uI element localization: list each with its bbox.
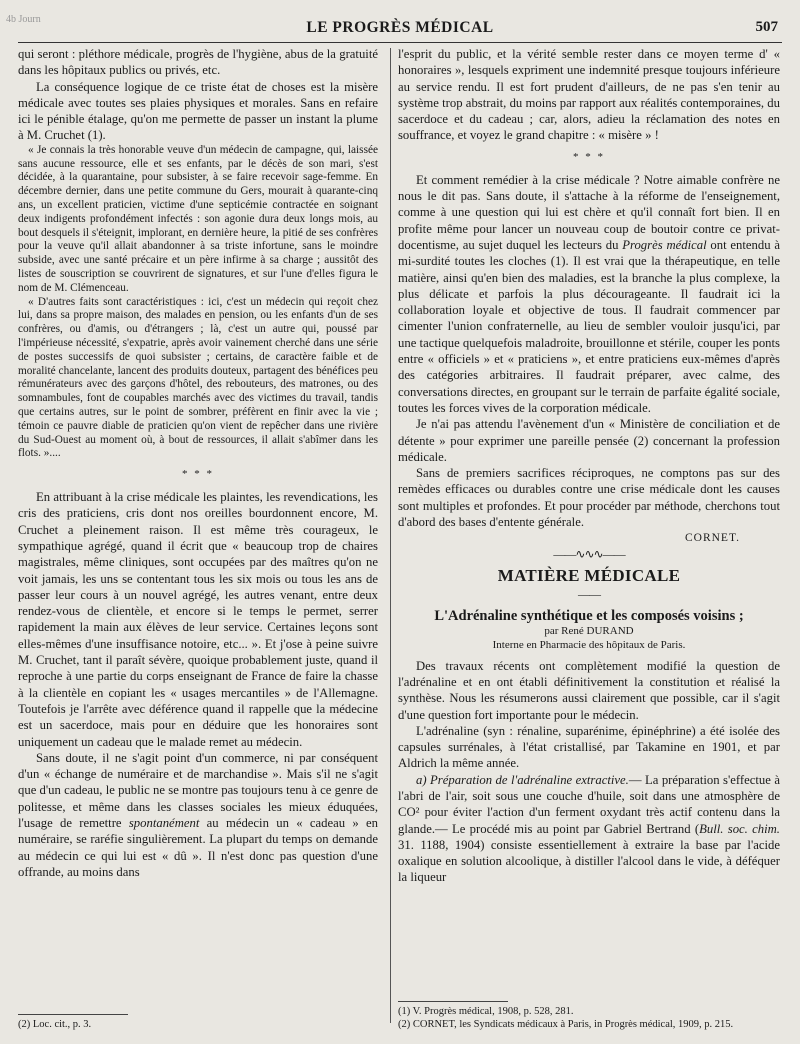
text-run: ont entendu à mi-surdité toutes les cloches (1). Il est vrai que la thérapeutique, en telle matière, ainsi qu'en bien des maladies, est la branche la plus complexe, la plus délicate et parfois la plus décourageante. Il faudrait ici la collaboration loyale et objective de tous. Il faudrait commencer par cimenter l'union confraternelle, au lieu de sembler vouloir jusqu'ici, par une tactique quelquefois maladroite, brouillonne et stérile, couper les ponts entre « officiels » et « praticiens », et entre praticiens eux-mêmes d'après des catégories arbitraires. Il faudrait préparer, avec calme, des conversations directes, en groupant sur le terrain de parfaite égalité sociale, toutes les forces vives de la corporation médicale. bbox=[398, 237, 780, 415]
footnote: (2) CORNET, les Syndicats médicaux à Paris, in Progrès médical, 1909, p. 215. bbox=[398, 1018, 734, 1030]
paragraph bbox=[18, 750, 378, 880]
paragraph: En attribuant à la crise médicale les plaintes, les revendications, les cris des praticiens, cris dont nos oreilles bourdonnent encore, M. Cruchet a pleinement raison. Il est même très courageux, le sympathique agrégé, quand il écrit que « beaucoup trop de chaires magistrales, même cliniques, sont occupées par des maîtres qu'on ne voit jamais, les uns se contentant tous les six mois ou tous les ans de passer leur cours à un nouvel agrégé, les autres venant, entre deux rendez-vous de clientèle, et encore si le temps le permet, serrer rapidement la main aux élèves de leur service. Certaines leçons sont elles-mêmes d'une insuffisance notoire, etc... ». Et j'ose à peine suivre M. Cruchet, tant il paraît sévère, quoique probablement juste, quand il reproche à une partie du corps enseignant de France de faire la chasse à la clientèle en copiant les « usages mercantiles » de l'Allemagne. Toutefois je l'arrête avec déférence quand il rappelle que la médecine est un sacerdoce, mais pour en déduire que les honoraires sont uniquement un cadeau que le malade remet au médecin. bbox=[18, 490, 378, 749]
text-run: 31. 1188, 1904) consiste essentiellement à extraire la base par l'acide oxalique en solution alcoolique, à distiller l'alcool dans le vide, à déféquer la liqueur bbox=[398, 837, 780, 885]
running-header bbox=[0, 14, 800, 40]
footnotes bbox=[18, 1008, 378, 1032]
emphasis: Progrès médical bbox=[622, 237, 707, 252]
section-break-stars: * * * bbox=[573, 150, 605, 163]
column-separator bbox=[390, 48, 391, 1023]
left-column bbox=[18, 46, 378, 1031]
article-title: L'Adrénaline synthétique et les composés voisins ; bbox=[434, 607, 744, 624]
footnote-rule bbox=[18, 1014, 128, 1015]
emphasis: Bull. soc. chim. bbox=[699, 821, 780, 836]
paragraph: Des travaux récents ont complètement modifié la question de l'adrénaline et en ont établi définitivement la constitution et réalisé la synthèse. Nous les résumerons aussi clairement que possible, car il s'agit d'une question fort importante pour le médecin. bbox=[398, 658, 780, 722]
author-signature: CORNET. bbox=[684, 532, 740, 545]
ornament-rule: ——∿∿∿—— bbox=[553, 546, 625, 561]
author-affiliation: Interne en Pharmacie des hôpitaux de Paris. bbox=[492, 638, 686, 651]
paragraph bbox=[398, 172, 780, 416]
page-number: 507 bbox=[755, 19, 778, 35]
text-run: Et comment remédier à la crise médicale ? Notre aimable confrère ne nous le dit pas. Sans doute, il s'attache à la réforme de l'enseignement, comme à une question qui lui est chère et qu'il connaît fort bien. Il en profite même pour lancer un nouveau coup de boutoir contre ce privat-docentisme, au sujet duquel les lecteurs du bbox=[398, 172, 780, 252]
section-break-stars: * * * bbox=[182, 468, 214, 481]
paragraph bbox=[398, 772, 780, 886]
right-column bbox=[398, 46, 780, 1031]
footnote: (1) V. Progrès médical, 1908, p. 528, 281. bbox=[398, 1006, 574, 1017]
article-byline: par René DURAND bbox=[544, 624, 634, 637]
footnotes bbox=[398, 995, 780, 1031]
corner-mark: 4b Journ bbox=[6, 14, 41, 25]
text-run: Sans doute, il ne s'agit point d'un commerce, ni par conséquent d'un « échange de numéraire et de marchandise ». Mais s'il ne s'agit que d'un cadeau, le public ne se montre pas toujours tenu à ce genre de politesse, et même dans les classes sociales les mieux éduquées, l'usage de remettre bbox=[18, 750, 378, 831]
text-run: au médecin un « cadeau » en numéraire, se raréfie singulièrement. La plupart du temps on demande au médecin ce qui lui est « dû ». Il n'est donc pas question d'une offrande, au moins dans bbox=[18, 816, 378, 879]
paragraph: qui seront : pléthore médicale, progrès de l'hygiène, abus de la gratuité dans les hôpitaux publics ou privés, etc. bbox=[18, 47, 378, 78]
subsection-heading: a) Préparation de l'adrénaline extractive. bbox=[416, 772, 629, 787]
paragraph: Je n'ai pas attendu l'avènement d'un « Ministère de conciliation et de détente » pour exprimer une pareille pensée (2) concernant la profession médicale. bbox=[398, 417, 780, 464]
journal-title: LE PROGRÈS MÉDICAL bbox=[306, 19, 494, 36]
quote-paragraph: « Je connais la très honorable veuve d'un médecin de campagne, qui, laissée sans aucune ressource, elle et ses enfants, par le décès de son mari, s'est décidée, à la quarantaine, pour subsister, à se faire recevoir sage-femme. En décembre dernier, dans une petite commune du Gers, mourait à quarante-cinq ans, un excellent praticien, victime d'une septicémie contractée en soignant deux indigents profondément infectés : son agonie dura deux longs mois, au bout desquels il s'éteignit, implorant, en dernière heure, la pitié de ses confrères pour la veuve qu'il allait abandonner à sa triste infortune, sans le moindre subside, avec une santé précaire et un père infirme à sa charge ; aussitôt des listes de souscription se couvrirent de signatures, et sur l'une d'elles figura le nom de M. Clémenceau. bbox=[18, 143, 378, 294]
paragraph: L'adrénaline (syn : rénaline, suparénime, épinéphrine) a été isolée des capsules surrénales, à l'état cristallisé, par Takamine en 1901, et par Aldrich la même année. bbox=[398, 723, 780, 771]
header-rule bbox=[18, 42, 782, 43]
emphasis: spontanément bbox=[128, 816, 200, 831]
paragraph: l'esprit du public, et la vérité semble rester dans ce moyen terme d' « honoraires », lesquels expriment une indemnité presque toujours inférieure au service rendu. Il est fort prudent d'ailleurs, de ne pas s'en tenir au système trop abstrait, du moins par rapport aux réalités contemporaines, du sacerdoce et du cadeau ; car, alors, adieu la réclamation des notes en souffrance, et voyez le grand chapitre : « misère » ! bbox=[398, 47, 780, 143]
footnote: (2) Loc. cit., p. 3. bbox=[18, 1018, 92, 1030]
text-run: — La préparation s'effectue à l'abri de l'air, soit sous une couche d'huile, soit dans une atmosphère de CO² pour éviter l'action d'un ferment oxydant très actif contenu dans la glande.— Le procédé mis au point par Gabriel Bertrand ( bbox=[398, 772, 780, 836]
section-heading: MATIÈRE MÉDICALE bbox=[497, 565, 681, 585]
paragraph: La conséquence logique de ce triste état de choses est la misère médicale avec toutes ses plaies physiques et morales. Sans en refaire ici le pénible étalage, qu'on me permette de passer un instant la plume à M. Cruchet (1). bbox=[18, 79, 378, 143]
ornament-rule-small: —— bbox=[578, 586, 600, 601]
footnote-rule bbox=[398, 1001, 508, 1002]
paragraph: Sans de premiers sacrifices réciproques, ne comptons pas sur des remèdes efficaces ou durables contre une crise médicale dont les causes sont multiples et profondes. Et pour procéder par méthode, cherchons tout d'abord des bases d'entente générale. bbox=[398, 466, 780, 530]
quotation-block bbox=[18, 144, 378, 461]
quote-paragraph: « D'autres faits sont caractéristiques : ici, c'est un médecin qui reçoit chez lui, dans sa propre maison, des malades en pension, ou les enfants d'un de ses confrères, ou d'amis, ou d'étrangers ; là, c'est un autre qui, poussé par l'impérieuse nécessité, s'expatrie, après avoir vainement cherché dans une série de postes successifs de quoi subsister ; certains, de caractère faible et de moralité chancelante, lancent des produits douteux, partagent des bénéfices peu rémunérateurs avec des garçons d'hôtel, des rebouteurs, des matrones, ou des somnambules, font de coupables marchés avec des victimes du travail, tandis que certains autres, sur le point de sombrer, préfèrent en finir avec la vie ; témoin ce pauvre diable de praticien qu'on vient de repêcher dans une rivière du Sud-Ouest au moment où, à bout de ressources, il allait s'abîmer dans les flots. ».... bbox=[18, 295, 378, 460]
